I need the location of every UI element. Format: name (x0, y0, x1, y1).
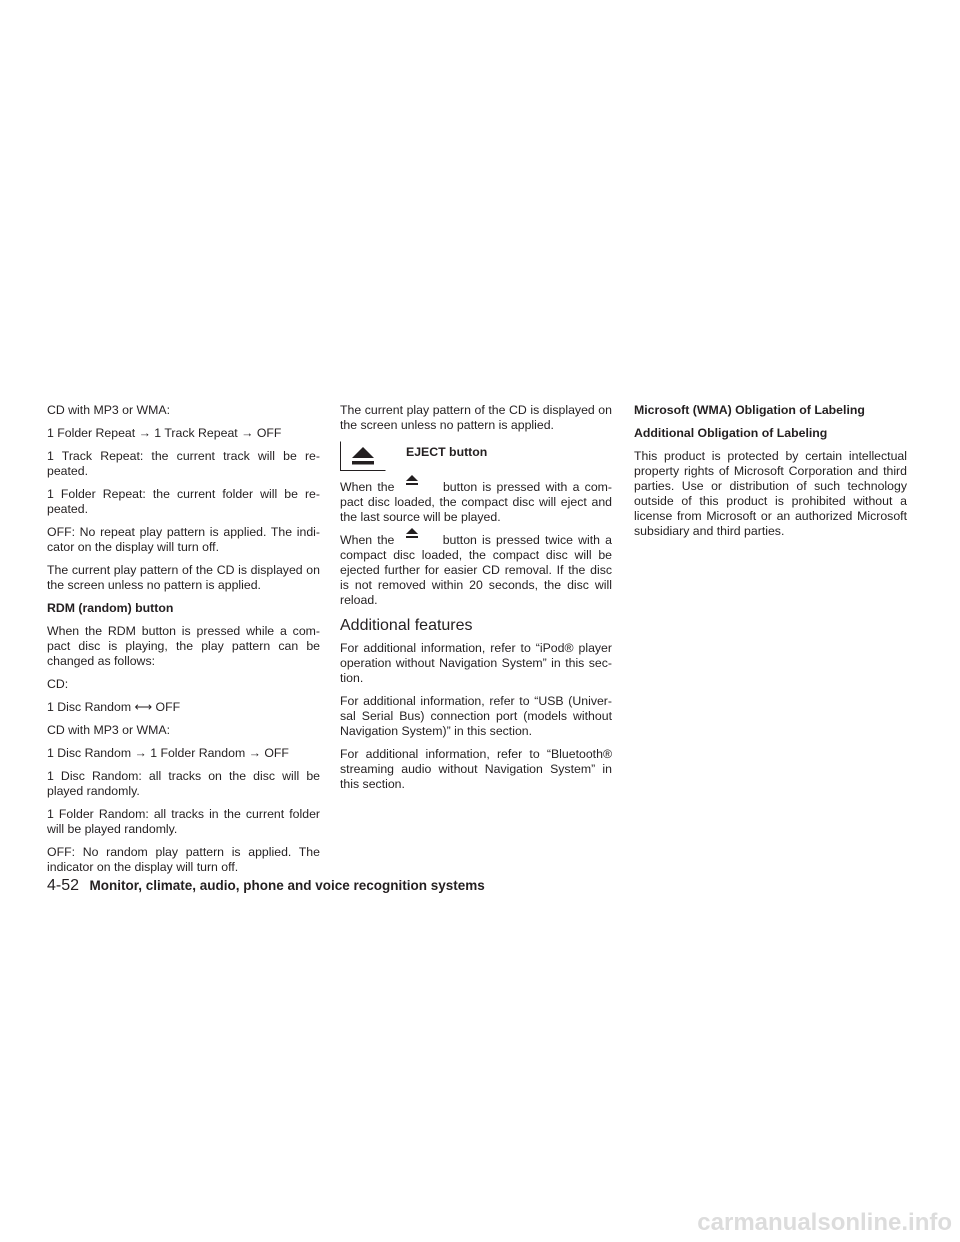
text: button is pressed twice with a compact disc loaded, the compact disc will be ejected further for easier CD removal. If the disc is not removed within 20 seconds, the disc will reload. (340, 533, 612, 607)
paragraph (340, 533, 612, 608)
paragraph: For additional information, refer to “iPod® player operation without Navigation System” in this sec-tion. (340, 641, 612, 685)
page-number: 4-52 (47, 877, 80, 894)
paragraph: 1 Track Repeat: the current track will be re-peated. (47, 449, 320, 478)
paragraph: For additional information, refer to “USB (Univer-sal Serial Bus) connection port (models without Navigation System)” in this section. (340, 694, 612, 738)
paragraph (340, 480, 612, 525)
eject-icon (341, 442, 385, 470)
paragraph: 1 Disc Random: all tracks on the disc will be played randomly. (47, 769, 320, 798)
paragraph: 1 Disc Random ⟷ OFF (47, 700, 181, 714)
paragraph: CD with MP3 or WMA: (47, 403, 170, 417)
text: button is pressed with a com-pact disc loaded, the compact disc will eject and the last source will be played. (340, 480, 613, 524)
eject-button-heading (340, 441, 612, 473)
column-right (634, 403, 907, 547)
paragraph: 1 Disc Random → 1 Folder Random → OFF (47, 746, 289, 760)
paragraph: CD: (47, 677, 69, 691)
eject-icon (400, 480, 438, 492)
eject-icon-box (340, 441, 386, 471)
paragraph: The current play pattern of the CD is displayed on the screen unless no pattern is applied. (340, 403, 612, 432)
eject-button-label: EJECT button (406, 445, 488, 459)
section-title: Monitor, climate, audio, phone and voice recognition systems (89, 878, 485, 893)
paragraph: OFF: No random play pattern is applied. The indicator on the display will turn off. (47, 845, 320, 874)
paragraph: For additional information, refer to “Bluetooth® streaming audio without Navigation System” in this section. (340, 747, 612, 791)
additional-labeling-heading: Additional Obligation of Labeling (634, 426, 828, 440)
paragraph: CD with MP3 or WMA: (47, 723, 170, 737)
paragraph: When the RDM button is pressed while a com-pact disc is playing, the play pattern can be changed as follows: (47, 624, 320, 668)
rdm-button-heading: RDM (random) button (47, 601, 174, 615)
text: When the (340, 480, 395, 494)
paragraph: 1 Folder Random: all tracks in the current folder will be played randomly. (47, 807, 320, 836)
paragraph: 1 Folder Repeat → 1 Track Repeat → OFF (47, 426, 282, 440)
text: When the (340, 533, 395, 547)
paragraph: This product is protected by certain intellectual property rights of Microsoft Corporation and third parties. Use or distribution of such technology outside of this product is prohibited without a license from Microsoft or an authorized Microsoft subsidiary and third parties. (634, 449, 907, 538)
column-middle (340, 403, 612, 800)
paragraph: OFF: No repeat play pattern is applied. The indi-cator on the display will turn off. (47, 525, 320, 554)
additional-features-heading: Additional features (340, 617, 473, 634)
paragraph: 1 Folder Repeat: the current folder will be re-peated. (47, 487, 320, 516)
wma-labeling-heading: Microsoft (WMA) Obligation of Labeling (634, 403, 865, 417)
eject-icon (400, 533, 438, 545)
watermark: carmanualsonline.info (697, 1209, 952, 1236)
column-left (47, 403, 320, 883)
page-footer (47, 877, 485, 895)
paragraph: The current play pattern of the CD is displayed on the screen unless no pattern is applied. (47, 563, 320, 592)
